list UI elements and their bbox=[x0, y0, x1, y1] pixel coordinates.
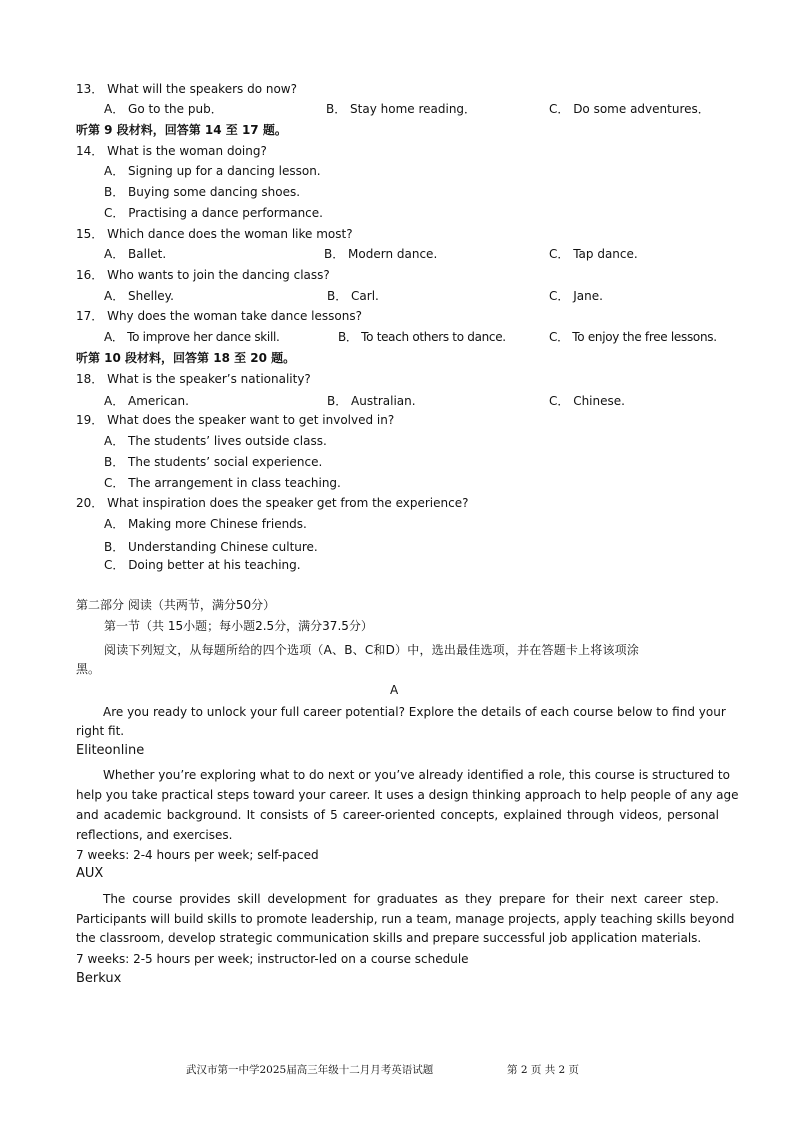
course-2-name: AUX bbox=[76, 866, 104, 881]
course-2-line-2: Participants will build skills to promote leadership, run a team, manage projects, apply teaching skills beyond bbox=[76, 912, 735, 926]
q15-stem: 15． Which dance does the woman like most? bbox=[76, 227, 353, 241]
reading-instruction-line-1: 阅读下列短文，从每题所给的四个选项（A、B、C和D）中，选出最佳选项，并在答题卡上将该项涂 bbox=[104, 643, 640, 657]
q14-option-a: A． Signing up for a dancing lesson. bbox=[104, 164, 321, 178]
section-9-heading: 听第 9 段材料，回答第 14 至 17 题。 bbox=[76, 123, 287, 137]
course-1-line-2: help you take practical steps toward your career. It uses a design thinking approach to help people of any age bbox=[76, 788, 739, 802]
course-1-line-1: Whether you’re exploring what to do next or you’ve already identified a role, this course is structured to bbox=[103, 768, 730, 782]
footer-page-number: 第 2 页 共 2 页 bbox=[507, 1064, 580, 1076]
q17-option-c: C． To enjoy the free lessons. bbox=[549, 330, 717, 344]
q20-stem: 20． What inspiration does the speaker get from the experience? bbox=[76, 496, 469, 510]
q17-stem: 17． Why does the woman take dance lessons? bbox=[76, 309, 362, 323]
q16-option-b: B． Carl. bbox=[327, 289, 379, 303]
q16-stem: 16． Who wants to join the dancing class? bbox=[76, 268, 330, 282]
q16-option-c: C． Jane. bbox=[549, 289, 603, 303]
reading-instruction-line-2: 黑。 bbox=[76, 662, 101, 676]
footer-school: 武汉市第一中学2025届高三年级十二月月考英语试题 bbox=[186, 1064, 434, 1076]
q15-option-b: B． Modern dance. bbox=[324, 247, 438, 261]
q18-option-b: B． Australian. bbox=[327, 394, 416, 408]
q14-option-b: B． Buying some dancing shoes. bbox=[104, 185, 301, 199]
q19-option-a: A． The students’ lives outside class. bbox=[104, 434, 327, 448]
course-3-name: Berkux bbox=[76, 971, 122, 986]
q16-option-a: A． Shelley. bbox=[104, 289, 174, 303]
q15-option-c: C． Tap dance. bbox=[549, 247, 638, 261]
q15-option-a: A． Ballet. bbox=[104, 247, 167, 261]
intro-line-2: right fit. bbox=[76, 724, 125, 738]
course-1-name: Eliteonline bbox=[76, 743, 145, 758]
course-1-meta: 7 weeks: 2-4 hours per week; self-paced bbox=[76, 848, 319, 862]
q14-stem: 14． What is the woman doing? bbox=[76, 144, 267, 158]
q20-option-b: B． Understanding Chinese culture. bbox=[104, 540, 318, 554]
q13-option-a: A． Go to the pub． bbox=[104, 102, 223, 116]
q19-option-b: B． The students’ social experience. bbox=[104, 455, 323, 469]
reading-section-title: 第一节（共 15小题；每小题2.5分，满分37.5分） bbox=[104, 619, 373, 633]
q18-stem: 18． What is the speaker’s nationality? bbox=[76, 372, 311, 386]
course-2-line-3: the classroom, develop strategic communication skills and prepare successful job application materials. bbox=[76, 931, 702, 945]
q14-option-c: C． Practising a dance performance. bbox=[104, 206, 323, 220]
course-2-line-1: The course provides skill development for graduates as they prepare for their next career step. bbox=[103, 892, 719, 906]
course-1-line-4: reflections, and exercises. bbox=[76, 828, 233, 842]
q19-option-c: C． The arrangement in class teaching. bbox=[104, 476, 341, 490]
q17-option-b: B． To teach others to dance. bbox=[338, 330, 506, 344]
q13-stem: 13． What will the speakers do now? bbox=[76, 82, 297, 96]
q13-option-b: B． Stay home reading． bbox=[326, 102, 477, 116]
intro-line-1: Are you ready to unlock your full career potential? Explore the details of each course below to find your bbox=[103, 705, 726, 719]
course-2-meta: 7 weeks: 2-5 hours per week; instructor-led on a course schedule bbox=[76, 952, 469, 966]
q18-option-c: C． Chinese. bbox=[549, 394, 625, 408]
passage-letter: A bbox=[390, 683, 399, 697]
q20-option-c: C． Doing better at his teaching. bbox=[104, 558, 301, 572]
reading-part-title: 第二部分 阅读（共两节，满分50分） bbox=[76, 598, 276, 612]
section-10-heading: 听第 10 段材料，回答第 18 至 20 题。 bbox=[76, 351, 296, 365]
q19-stem: 19． What does the speaker want to get involved in? bbox=[76, 413, 395, 427]
course-1-line-3: and academic background. It consists of 5 career-oriented concepts, explained through videos, personal bbox=[76, 808, 719, 822]
q20-option-a: A． Making more Chinese friends. bbox=[104, 517, 307, 531]
q18-option-a: A． American. bbox=[104, 394, 189, 408]
q13-option-c: C． Do some adventures． bbox=[549, 102, 710, 116]
q17-option-a: A． To improve her dance skill. bbox=[104, 330, 280, 344]
